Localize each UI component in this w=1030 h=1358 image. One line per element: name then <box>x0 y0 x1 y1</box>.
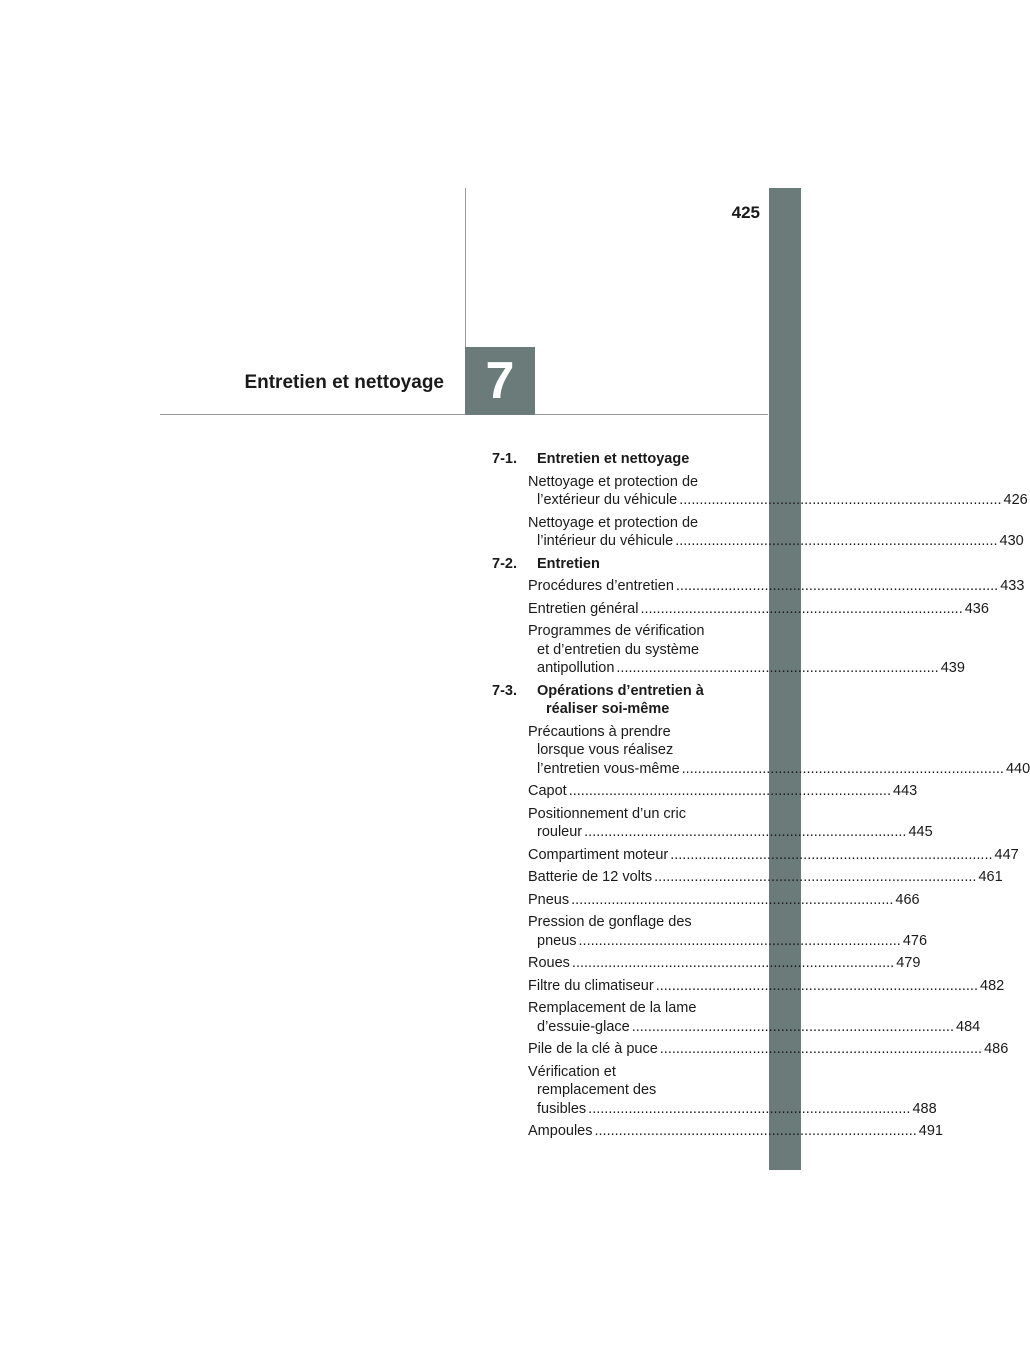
section-number: 7-1. <box>492 451 517 467</box>
toc-entry[interactable] <box>528 999 981 1036</box>
toc-entry-line: Vérification et <box>528 1063 616 1080</box>
toc-entry[interactable] <box>528 514 1024 551</box>
chapter-title: Entretien et nettoyage <box>244 372 444 393</box>
leader-dots: ................................................................................ <box>670 846 993 863</box>
toc-entry-last-line <box>528 977 1005 996</box>
toc-entry-line: Nettoyage et protection de <box>528 473 699 490</box>
toc-entry-line: Remplacement de la lame <box>528 1000 697 1016</box>
toc-entry[interactable] <box>528 868 1003 887</box>
toc-page-number: 479 <box>896 955 921 971</box>
toc-entry-last-line <box>528 491 1028 510</box>
leader-dots: ................................................................................ <box>588 1100 911 1117</box>
toc-entry-line: l’extérieur du véhicule <box>537 492 678 508</box>
horizontal-divider <box>160 414 768 415</box>
toc-page-number: 447 <box>994 846 1019 863</box>
leader-dots: ................................................................................ <box>675 533 998 549</box>
toc-entry[interactable] <box>528 891 920 910</box>
toc-entry-line: remplacement des <box>537 1082 657 1098</box>
toc-entry[interactable] <box>528 1122 943 1141</box>
vertical-divider <box>465 188 466 348</box>
toc-page-number: 436 <box>964 600 989 617</box>
toc-entry-line: rouleur <box>537 824 583 840</box>
toc-entry-line: antipollution <box>537 660 615 676</box>
toc-entry[interactable] <box>528 1063 937 1119</box>
toc-page-number: 466 <box>895 891 920 908</box>
toc-entry-last-line <box>528 954 921 973</box>
toc-entry-line: Roues <box>528 955 570 971</box>
toc-page-number: 426 <box>1003 492 1028 508</box>
toc-entry-line: Précautions à prendre <box>528 723 671 740</box>
toc-entry[interactable] <box>528 723 1030 779</box>
toc-entry[interactable] <box>528 577 1025 596</box>
toc-entry-line: Programmes de vérification <box>528 623 705 639</box>
leader-dots: ................................................................................ <box>675 578 999 594</box>
toc-entry-last-line <box>528 846 1019 865</box>
chapter-number: 7 <box>485 352 515 410</box>
toc-entry[interactable] <box>528 473 1028 510</box>
toc-page-number: 433 <box>1000 578 1025 594</box>
section-title <box>528 555 742 574</box>
toc-entry-line: Batterie de 12 volts <box>528 869 653 885</box>
toc-entry-last-line <box>528 532 1024 551</box>
toc-section-header <box>492 682 742 719</box>
toc-entry[interactable] <box>528 1040 1009 1059</box>
toc-entry-last-line <box>528 891 920 910</box>
leader-dots: ................................................................................ <box>584 824 907 840</box>
toc-entry-line: et d’entretien du système <box>537 641 700 658</box>
toc-entry-line: l’intérieur du véhicule <box>537 533 674 549</box>
toc-page-number: 476 <box>902 932 928 949</box>
toc-entry-last-line <box>528 823 933 842</box>
toc-entry-last-line <box>528 782 918 801</box>
leader-dots: ................................................................................ <box>571 955 895 971</box>
toc-entry-last-line <box>528 659 965 678</box>
toc-entry-line: l’entretien vous-même <box>537 760 680 777</box>
toc-entry-last-line <box>528 1122 943 1141</box>
toc-entry-line: Positionnement d’un cric <box>528 805 686 822</box>
toc-entry-line: Pression de gonflage des <box>528 914 692 930</box>
toc-entry-last-line <box>528 1018 981 1037</box>
chapter-number-box <box>465 347 535 415</box>
toc-entry[interactable] <box>528 913 928 950</box>
section-title-line: Opérations d’entretien à <box>537 682 704 699</box>
toc-entry-line: Entretien général <box>528 600 639 617</box>
toc-page-number: 439 <box>940 660 965 676</box>
toc-entry-last-line <box>528 932 928 951</box>
toc-entry-last-line <box>528 868 1003 887</box>
toc-page-number: 445 <box>908 824 933 840</box>
toc-entry-line: Filtre du climatiseur <box>528 977 654 994</box>
toc-page-number: 482 <box>980 977 1005 994</box>
toc-entry[interactable] <box>528 805 933 842</box>
leader-dots: ................................................................................ <box>681 760 1004 777</box>
toc-page-number: 484 <box>956 1018 981 1035</box>
toc-entry-line: Pile de la clé à puce <box>528 1041 658 1057</box>
toc-entry-line: Pneus <box>528 891 570 908</box>
toc-entry[interactable] <box>528 600 989 619</box>
leader-dots: ................................................................................ <box>640 600 963 617</box>
toc-entry-line: Ampoules <box>528 1123 593 1139</box>
toc-entry-last-line <box>528 1100 937 1119</box>
toc-entry-line: Compartiment moteur <box>528 846 669 863</box>
table-of-contents <box>492 450 1030 1141</box>
toc-page-number: 491 <box>918 1123 943 1139</box>
section-title-line: Entretien <box>537 555 600 572</box>
toc-entry-line: Nettoyage et protection de <box>528 514 699 531</box>
leader-dots: ................................................................................ <box>578 932 901 949</box>
section-title <box>528 682 742 719</box>
section-title <box>528 450 742 469</box>
toc-entry-line: lorsque vous réalisez <box>537 742 674 758</box>
toc-entry-line: pneus <box>537 932 577 949</box>
toc-page-number: 440 <box>1005 760 1030 777</box>
toc-page-number: 430 <box>999 533 1024 549</box>
toc-entry[interactable] <box>528 954 921 973</box>
leader-dots: ................................................................................ <box>594 1123 917 1139</box>
toc-page-number: 461 <box>978 869 1003 885</box>
toc-page-number: 486 <box>984 1041 1009 1057</box>
toc-entry-line: Capot <box>528 783 567 799</box>
toc-page-number: 488 <box>912 1100 937 1117</box>
toc-section-header <box>492 555 742 574</box>
section-number: 7-2. <box>492 555 517 572</box>
toc-entry-last-line <box>528 600 989 619</box>
leader-dots: ................................................................................ <box>631 1018 954 1035</box>
leader-dots: ................................................................................ <box>568 783 891 799</box>
toc-page-number: 443 <box>893 783 918 799</box>
leader-dots: ................................................................................ <box>616 660 939 676</box>
toc-entry[interactable] <box>528 622 965 678</box>
toc-entry-line: fusibles <box>537 1100 587 1117</box>
toc-entry-line: Procédures d’entretien <box>528 578 674 594</box>
toc-entry[interactable] <box>528 782 918 801</box>
section-title-line: réaliser soi-même <box>546 701 670 717</box>
leader-dots: ................................................................................ <box>679 492 1002 508</box>
toc-entry-last-line <box>528 1040 1009 1059</box>
leader-dots: ................................................................................ <box>654 869 977 885</box>
section-number: 7-3. <box>492 682 517 699</box>
leader-dots: ................................................................................ <box>655 977 978 994</box>
toc-entry-line: d’essuie-glace <box>537 1018 630 1035</box>
toc-entry[interactable] <box>528 977 1005 996</box>
section-title-line: Entretien et nettoyage <box>537 451 690 467</box>
toc-entry-last-line <box>528 760 1030 779</box>
toc-entry[interactable] <box>528 846 1019 865</box>
toc-section-header <box>492 450 742 469</box>
page-number: 425 <box>731 203 760 222</box>
toc-entry-last-line <box>528 577 1025 596</box>
leader-dots: ................................................................................ <box>659 1041 983 1057</box>
leader-dots: ................................................................................ <box>571 891 894 908</box>
